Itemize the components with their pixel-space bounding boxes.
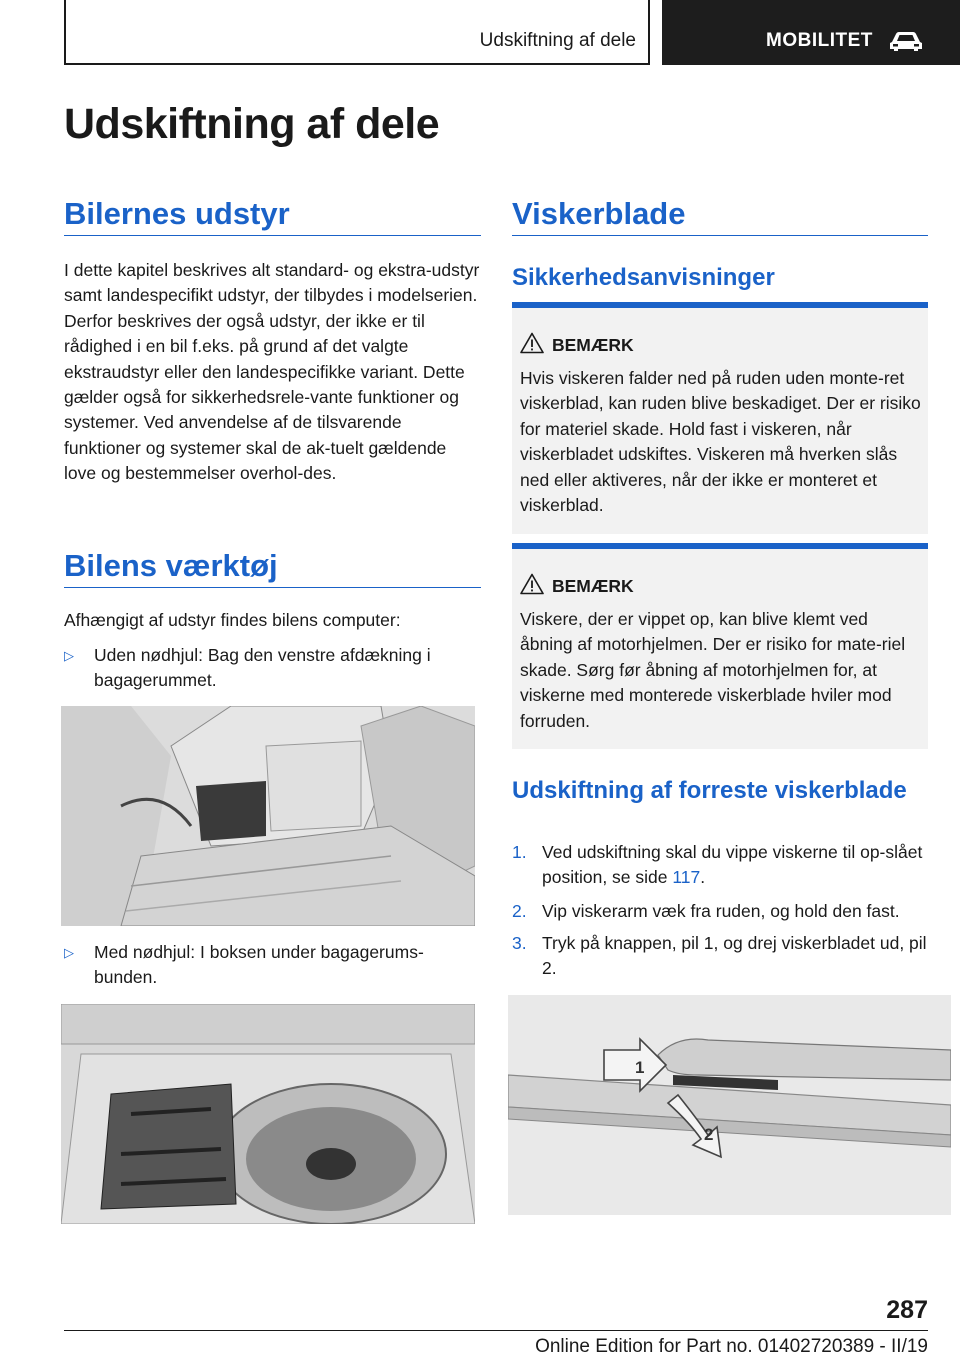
note-box: [512, 543, 928, 749]
step-number: 2.: [512, 901, 527, 921]
step-text: Tryk på knappen, pil 1, og drej viskerbladet ud, pil 2.: [542, 933, 927, 979]
note-box: [512, 302, 928, 534]
note-text: Hvis viskeren falder ned på ruden uden monte-ret viskerblad, kan ruden blive beskadiget. Der er risiko for materiel skade. Hold fast i viskeren, når viskerbladet udskiftes. Viskeren må hverken slås ned eller aktiveres, når der ikke er monteret et viskerblad.: [520, 368, 921, 516]
spare-wheel-box-image: [61, 1004, 475, 1224]
page-title: Udskiftning af dele: [64, 100, 440, 148]
page-number: 287: [886, 1296, 928, 1324]
heading-bilernes-udstyr: Bilernes udstyr: [64, 196, 290, 231]
heading-rule: [512, 235, 928, 236]
note-text: Viskere, der er vippet op, kan blive klemt ved åbning af motorhjelmen. Der er risiko for mate-riel skade. Sørg før åbning af motorhjelmen for, at viskerne med monterede viskerblade hviler mod forruden.: [520, 609, 906, 731]
header-section-title: Udskiftning af dele: [479, 30, 636, 51]
header-rule-bottom: [64, 63, 650, 65]
note-label: BEMÆRK: [552, 576, 634, 596]
trunk-side-panel-image: [61, 706, 475, 926]
paragraph-udstyr: I dette kapitel beskrives alt standard- og ekstra-udstyr samt landespecifikt udstyr, der tilbydes i modelserien. Derfor beskrives der også udstyr, der ikke er til rådighed i en bil f.eks. på grund af det valgte ekstraudstyr eller den landespecifikke variant. Dette gælder også for sikkerhedsrele-vante funktioner og systemer. Ved anvendelse af de tilsvarende funktioner og systemer skal de ak-tuelt gældende love og bestemmelser overhol-des.: [64, 260, 480, 484]
heading-rule: [64, 235, 481, 236]
wiper-blade-illustration: [508, 995, 951, 1215]
header-chapter-tab[interactable]: [662, 0, 960, 65]
step-text: Ved udskiftning skal du vippe viskerne til op-slået position, se side 117.: [542, 842, 923, 888]
heading-viskerblade: Viskerblade: [512, 196, 686, 231]
header-chapter-label: MOBILITET: [766, 30, 873, 51]
heading-bilens-vaerktoj: Bilens værktøj: [64, 548, 278, 583]
bullet-text: Med nødhjul: I boksen under bagagerums-bunden.: [94, 942, 424, 988]
paragraph-vaerktoj-intro: Afhængigt af udstyr findes bilens computer:: [64, 610, 401, 630]
bullet-triangle-icon: ▷: [64, 945, 74, 960]
heading-udskiftning-forreste: Udskiftning af forreste viskerblade: [512, 777, 907, 804]
page-reference-link[interactable]: 117: [672, 867, 701, 888]
step-number: 3.: [512, 933, 527, 953]
warning-triangle-icon: [520, 573, 544, 595]
note-label: BEMÆRK: [552, 335, 634, 355]
heading-rule: [64, 587, 481, 588]
arrow-label-1: 1: [635, 1058, 645, 1077]
footer-rule: [64, 1330, 928, 1331]
arrow-label-2: 2: [704, 1125, 714, 1144]
heading-sikkerhedsanvisninger: Sikkerhedsanvisninger: [512, 264, 775, 291]
footer-edition: Online Edition for Part no. 01402720389 - II/19: [535, 1336, 928, 1357]
bullet-triangle-icon: ▷: [64, 648, 74, 663]
car-icon: [888, 30, 924, 52]
step-text: Vip viskerarm væk fra ruden, og hold den fast.: [542, 901, 900, 921]
bullet-text: Uden nødhjul: Bag den venstre afdækning i bagagerummet.: [94, 645, 431, 691]
step-number: 1.: [512, 842, 527, 862]
header-rule-mid: [648, 0, 650, 64]
warning-triangle-icon: [520, 332, 544, 354]
